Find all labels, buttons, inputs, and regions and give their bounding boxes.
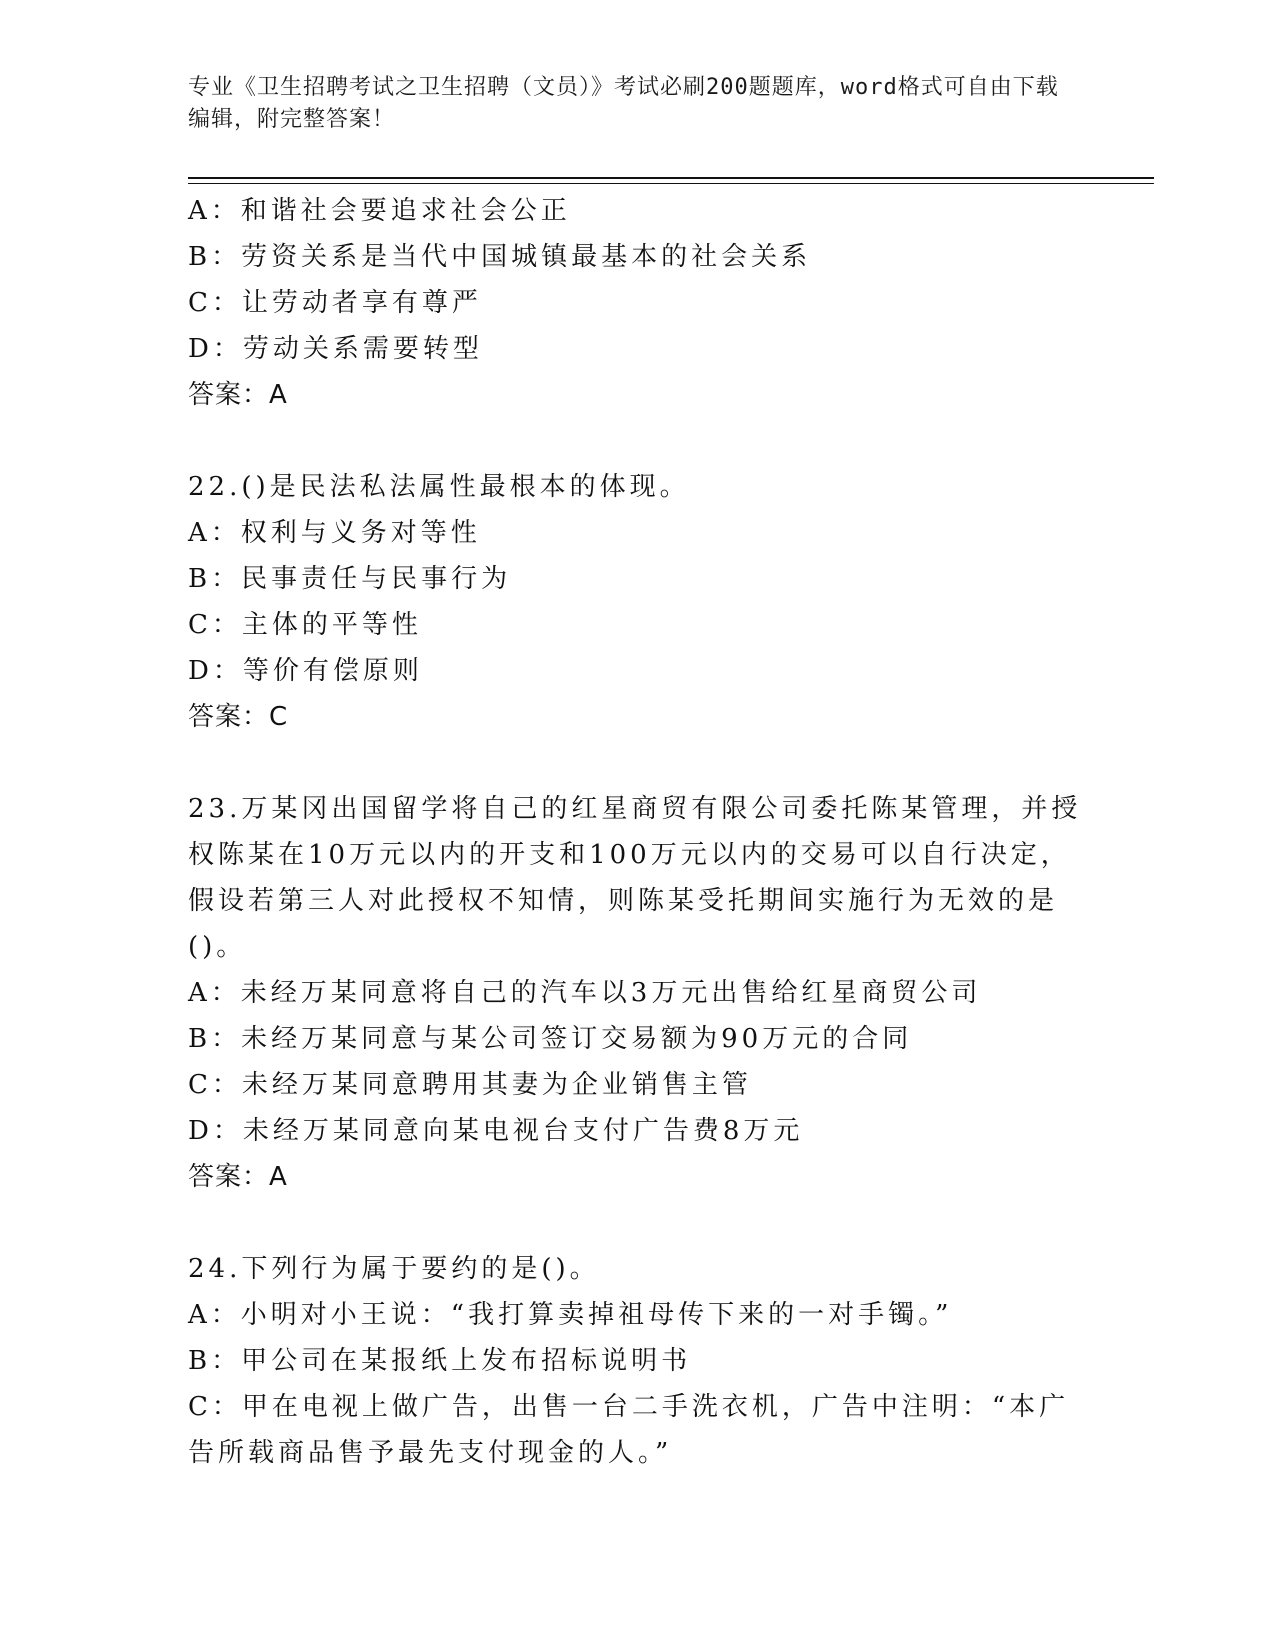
option-c: C：甲在电视上做广告，出售一台二手洗衣机，广告中注明：“本广告所载商品售予最先支付现金的人。” (188, 1392, 1070, 1468)
option-b: B：未经万某同意与某公司签订交易额为90万元的合同 (188, 1024, 913, 1054)
option-d: D：未经万某同意向某电视台支付广告费8万元 (188, 1116, 804, 1146)
header-divider-thin (188, 183, 1154, 184)
option-c: C：未经万某同意聘用其妻为企业销售主管 (188, 1070, 752, 1100)
question-22 (188, 464, 1088, 740)
header-divider-thick (188, 177, 1154, 179)
option-d: D：劳动关系需要转型 (188, 334, 483, 364)
option-d: D：等价有偿原则 (188, 656, 423, 686)
option-a: A：和谐社会要追求社会公正 (188, 196, 571, 226)
question-stem: 22.()是民法私法属性最根本的体现。 (188, 472, 690, 502)
option-a: A：权利与义务对等性 (188, 518, 481, 548)
answer-line: 答案：A (188, 1162, 288, 1192)
answer-line: 答案：C (188, 702, 289, 732)
document-body (188, 188, 1088, 1476)
option-c: C：主体的平等性 (188, 610, 422, 640)
option-b: B：民事责任与民事行为 (188, 564, 512, 594)
option-a: A：未经万某同意将自己的汽车以3万元出售给红星商贸公司 (188, 978, 982, 1008)
question-21-continued (188, 188, 1088, 418)
question-24 (188, 1246, 1088, 1476)
option-b: B：甲公司在某报纸上发布招标说明书 (188, 1346, 692, 1376)
option-b: B：劳资关系是当代中国城镇最基本的社会关系 (188, 242, 812, 272)
question-stem: 23.万某冈出国留学将自己的红星商贸有限公司委托陈某管理，并授权陈某在10万元以内的开支和100万元以内的交易可以自行决定，假设若第三人对此授权不知情，则陈某受托期间实施行为无效的是()。 (188, 794, 1082, 962)
answer-line: 答案：A (188, 380, 288, 410)
option-a: A：小明对小王说：“我打算卖掉祖母传下来的一对手镯。” (188, 1300, 953, 1330)
option-c: C：让劳动者享有尊严 (188, 288, 482, 318)
question-23 (188, 786, 1088, 1200)
question-stem: 24.下列行为属于要约的是()。 (188, 1254, 600, 1284)
document-header: 专业《卫生招聘考试之卫生招聘（文员）》考试必刷200题题库，word格式可自由下载编辑，附完整答案！ (188, 75, 1059, 132)
